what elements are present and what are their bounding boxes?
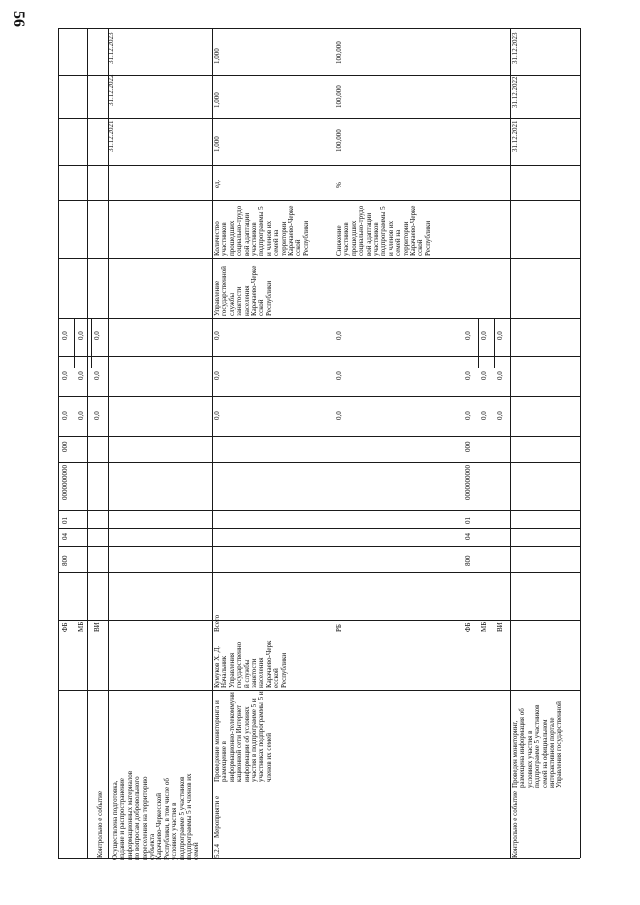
indicator-1-value-2: 1,000 bbox=[213, 92, 221, 108]
mb-top-v3: 0,0 bbox=[77, 331, 85, 340]
vi-top-v3: 0,0 bbox=[93, 331, 101, 340]
sub-row-line bbox=[74, 318, 75, 368]
event-total-2: 0,0 bbox=[213, 371, 221, 380]
fb-bottom-rz: 04 bbox=[464, 533, 472, 540]
fb-bottom-v2: 0,0 bbox=[464, 371, 472, 380]
table-row-line bbox=[58, 528, 580, 529]
event-executor: Управление государственной службы занятости населения Карачаево-Черке сской Республики bbox=[213, 265, 273, 316]
sub-row-line bbox=[478, 318, 479, 368]
block-c-date-3: 31.12.2023 bbox=[511, 32, 519, 64]
indicator-1-value-3: 1,000 bbox=[213, 48, 221, 64]
table-row-line bbox=[58, 165, 580, 166]
row-a-date-3: 31.12.2023 bbox=[107, 32, 115, 64]
event-total-label: Всего bbox=[213, 614, 221, 632]
table-row-line bbox=[58, 572, 580, 573]
table-row-line bbox=[58, 510, 580, 511]
fb-top-pr: 01 bbox=[61, 517, 69, 524]
fb-bottom-grbs: 800 bbox=[464, 555, 472, 566]
mb-top-v2: 0,0 bbox=[77, 371, 85, 380]
table-row-line bbox=[58, 396, 580, 397]
block-c-date-2: 31.12.2022 bbox=[511, 76, 519, 108]
fb-top-vr: 000 bbox=[61, 441, 69, 452]
mb-bottom-v3: 0,0 bbox=[480, 331, 488, 340]
event-kind: Мероприяти е bbox=[213, 795, 221, 838]
fb-bottom-label: ФБ bbox=[464, 622, 472, 632]
block-a-kind: Контрольно е событие bbox=[96, 791, 104, 858]
table-column-line bbox=[87, 28, 88, 858]
vi-bottom-v3: 0,0 bbox=[496, 331, 504, 340]
table-row-line bbox=[58, 118, 580, 119]
fb-top-rz: 04 bbox=[61, 533, 69, 540]
fb-top-label: ФБ bbox=[61, 622, 69, 632]
table-row-line bbox=[58, 75, 580, 76]
fb-bottom-csr: 0000000000 bbox=[464, 465, 472, 500]
mb-bottom-v2: 0,0 bbox=[480, 371, 488, 380]
indicator-2-value-1: 100,000 bbox=[335, 129, 343, 152]
vi-top-v1: 0,0 bbox=[93, 411, 101, 420]
vi-top-v2: 0,0 bbox=[93, 371, 101, 380]
table-row-line bbox=[58, 200, 580, 201]
event-number: 5.2.4 bbox=[213, 844, 221, 858]
block-a-text: Осуществлена подготовка, издание и распространение информационных материалов по вопросам добровольного переселения на территорию субъекта Карачаево-Черкесской Республики, в том числе об условиях участия в подпрограмме 5 участников подпрограммы 5 и членов их семей bbox=[111, 770, 201, 860]
vi-bottom-v2: 0,0 bbox=[496, 371, 504, 380]
indicator-2-value-3: 100,000 bbox=[335, 41, 343, 64]
fb-bottom-v3: 0,0 bbox=[464, 331, 472, 340]
row-a-date-1: 31.12.2021 bbox=[107, 120, 115, 152]
row-a-date-2: 31.12.2022 bbox=[107, 74, 115, 106]
table-border-left bbox=[58, 28, 59, 858]
mb-top-v1: 0,0 bbox=[77, 411, 85, 420]
table-row-line bbox=[58, 318, 580, 319]
indicator-1-unit: ед. bbox=[213, 179, 221, 188]
fb-top-v2: 0,0 bbox=[61, 371, 69, 380]
block-c-date-1: 31.12.2021 bbox=[511, 120, 519, 152]
table-row-line bbox=[58, 258, 580, 259]
block-c-text: Проведен мониторинг, размещена информация об условиях участия в подпрограмме 5 участников семей на официальном интерактивном портале Управления государственной bbox=[511, 701, 564, 788]
indicator-2-value-2: 100,000 bbox=[335, 85, 343, 108]
rb-label: РБ bbox=[335, 624, 343, 632]
rb-v3: 0,0 bbox=[335, 331, 343, 340]
event-responsible: Кумуков Х. Д. Начальник Управления государственно й службы занятости населения Карачаево-Черк есской Республики bbox=[213, 640, 288, 688]
table-row-line bbox=[58, 546, 580, 547]
fb-top-csr: 0000000000 bbox=[61, 465, 69, 500]
vi-top-label: ВИ bbox=[93, 622, 101, 632]
fb-bottom-v1: 0,0 bbox=[464, 411, 472, 420]
table-row-line bbox=[58, 462, 580, 463]
fb-top-grbs: 800 bbox=[61, 555, 69, 566]
rb-v2: 0,0 bbox=[335, 371, 343, 380]
table-column-line bbox=[108, 28, 109, 858]
fb-bottom-vr: 000 bbox=[464, 441, 472, 452]
mb-bottom-label: МБ bbox=[480, 621, 488, 632]
page-number: 56 bbox=[10, 11, 27, 27]
block-c-kind: Контрольно е событие bbox=[511, 791, 519, 858]
table-row-line bbox=[58, 356, 580, 357]
fb-top-v1: 0,0 bbox=[61, 411, 69, 420]
vi-bottom-v1: 0,0 bbox=[496, 411, 504, 420]
indicator-2-unit: % bbox=[335, 182, 343, 188]
mb-bottom-v1: 0,0 bbox=[480, 411, 488, 420]
sub-row-line bbox=[91, 318, 92, 368]
sub-row-line bbox=[494, 318, 495, 368]
event-total-3: 0,0 bbox=[213, 331, 221, 340]
table-border-right bbox=[580, 28, 581, 858]
indicator-1-value-1: 1,000 bbox=[213, 136, 221, 152]
indicator-2-name: Снижение участников прошедших социально-трудо вой адаптации участников подпрограммы 5 и членов их семей на территории Карачаево-Черке сской Республики bbox=[335, 205, 432, 256]
event-total-1: 0,0 bbox=[213, 411, 221, 420]
table-row-line bbox=[58, 436, 580, 437]
event-text: Проведение мониторинга и размещение в информационно-телекоммуни кационной сети Интернет информации об условиях участия в подпрограмме 5 и участниках подпрограммы 5 и членов их семей bbox=[213, 691, 273, 782]
indicator-1-name: Количество участников прошедших социально-трудо вой адаптации участников подпрограммы 5 и членов их семей на территории Карачаево-Черке сской Республики bbox=[213, 205, 310, 256]
fb-top-v3: 0,0 bbox=[61, 331, 69, 340]
table-border-top bbox=[58, 28, 580, 29]
fb-bottom-pr: 01 bbox=[464, 517, 472, 524]
rb-v1: 0,0 bbox=[335, 411, 343, 420]
vi-bottom-label: ВИ bbox=[496, 622, 504, 632]
table-row-line bbox=[58, 620, 580, 621]
mb-top-label: МБ bbox=[77, 621, 85, 632]
